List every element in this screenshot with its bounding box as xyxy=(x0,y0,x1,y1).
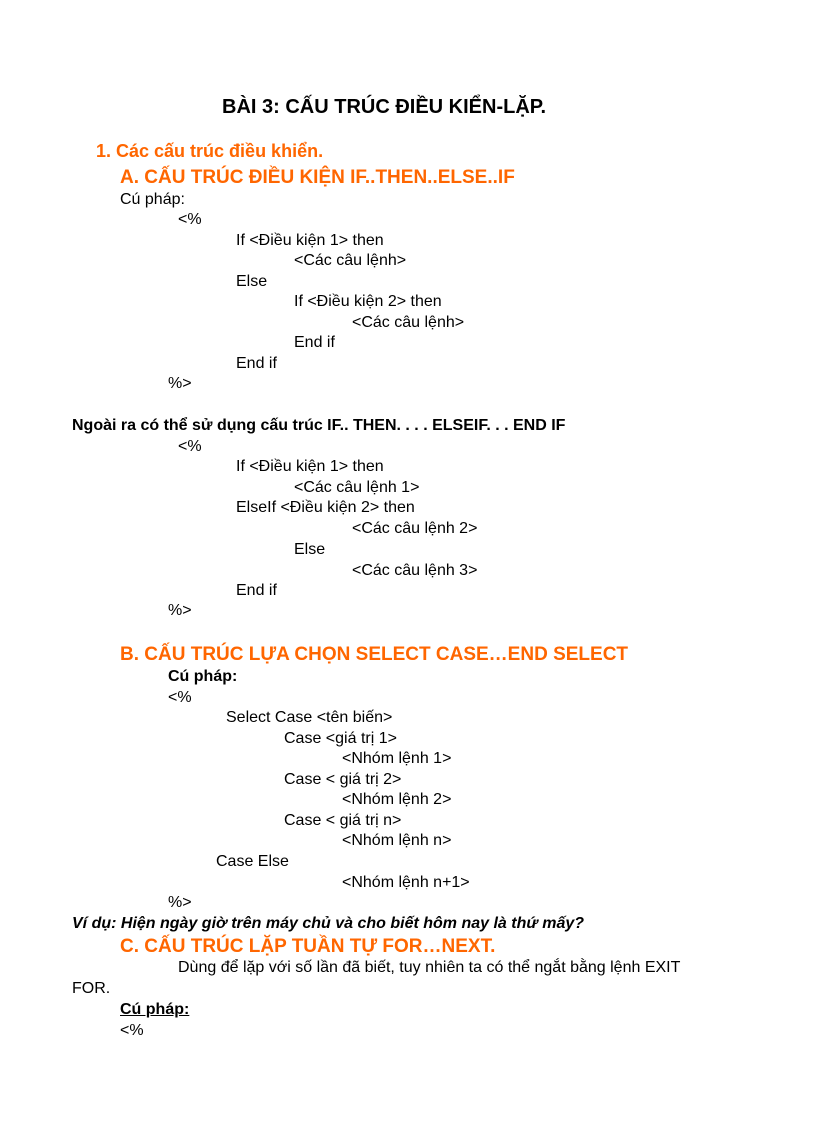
elseif-note: Ngoài ra có thể sử dụng cấu trúc IF.. THEN. . . . ELSEIF. . . END IF xyxy=(72,417,566,434)
code-line: End if xyxy=(294,334,335,351)
code-line: <Nhóm lệnh 1> xyxy=(342,750,452,767)
section-heading-c: C. CẤU TRÚC LẶP TUẦN TỰ FOR…NEXT. xyxy=(120,936,496,957)
code-line: <% xyxy=(178,438,202,455)
syntax-label-c: Cú pháp: xyxy=(120,1001,190,1018)
code-line: If <Điều kiện 2> then xyxy=(294,293,442,310)
code-line: %> xyxy=(168,602,192,619)
code-line: If <Điều kiện 1> then xyxy=(236,458,384,475)
section-heading-b: B. CẤU TRÚC LỰA CHỌN SELECT CASE…END SELECT xyxy=(120,644,629,665)
code-line: <Các câu lệnh 3> xyxy=(352,562,478,579)
description-line: Dùng để lặp với số lần đã biết, tuy nhiên ta có thể ngắt bằng lệnh EXIT xyxy=(178,959,681,976)
code-line: ElseIf <Điều kiện 2> then xyxy=(236,499,415,516)
description-line: FOR. xyxy=(72,980,111,997)
code-line: Case < giá trị 2> xyxy=(284,771,402,788)
code-line: <Nhóm lệnh 2> xyxy=(342,791,452,808)
code-line: <Các câu lệnh 1> xyxy=(294,479,420,496)
code-line: <Các câu lệnh 2> xyxy=(352,520,478,537)
code-line: Else xyxy=(294,541,326,558)
code-line: Else xyxy=(236,273,268,290)
code-line: %> xyxy=(168,894,192,911)
code-line: Case Else xyxy=(216,853,289,870)
example-text: Ví dụ: Hiện ngày giờ trên máy chủ và cho biết hôm nay là thứ mấy? xyxy=(72,915,585,932)
code-line: <Các câu lệnh> xyxy=(352,314,465,331)
code-line: End if xyxy=(236,582,277,599)
syntax-label-b: Cú pháp: xyxy=(168,668,238,685)
code-line: <% xyxy=(168,689,192,706)
code-line: <% xyxy=(178,211,202,228)
code-line: Select Case <tên biến> xyxy=(226,709,393,726)
code-line: Case <giá trị 1> xyxy=(284,730,397,747)
code-line: <Các câu lệnh> xyxy=(294,252,407,269)
syntax-label-a: Cú pháp: xyxy=(120,191,185,208)
code-line: End if xyxy=(236,355,277,372)
code-line: Case < giá trị n> xyxy=(284,812,402,829)
code-line: <% xyxy=(120,1022,144,1039)
code-line: %> xyxy=(168,375,192,392)
page-title: BÀI 3: CẤU TRÚC ĐIỀU KIỂN-LẶP. xyxy=(222,96,547,118)
code-line: <Nhóm lệnh n> xyxy=(342,832,452,849)
code-line: If <Điều kiện 1> then xyxy=(236,232,384,249)
code-line: <Nhóm lệnh n+1> xyxy=(342,874,470,891)
section-heading-1: 1. Các cấu trúc điều khiển. xyxy=(96,141,324,161)
section-heading-a: A. CẤU TRÚC ĐIỀU KIỆN IF..THEN..ELSE..IF xyxy=(120,167,515,188)
